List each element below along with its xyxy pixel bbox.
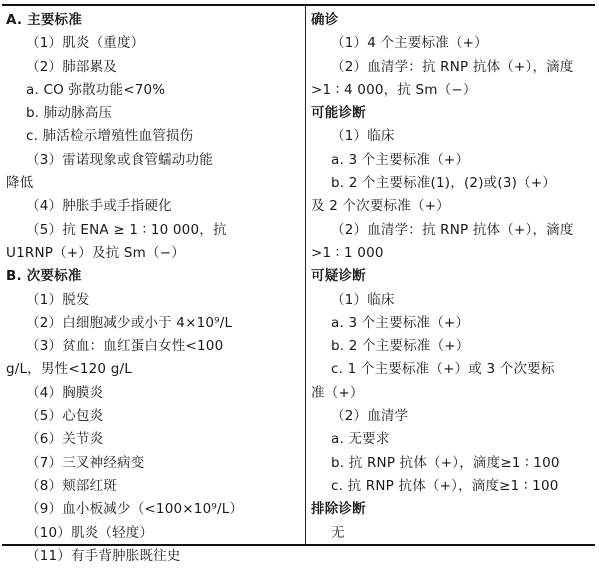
criteria-line: a. 3 个主要标准（+） [331, 314, 470, 331]
left-column [6, 9, 302, 568]
criteria-line: （1）脱发 [26, 291, 90, 308]
criteria-line: 准（+） [311, 384, 364, 401]
criteria-line: （5）抗 ENA ≥ 1 ∶ 10 000，抗 [26, 221, 227, 238]
criteria-line: （7）三叉神经病变 [26, 454, 145, 471]
criteria-line: a. 无要求 [331, 431, 390, 448]
criteria-line: >1 ∶ 1 000 [311, 244, 384, 261]
criteria-table [2, 4, 595, 564]
criteria-line: （1）临床 [331, 128, 395, 145]
criteria-line: （1）肌炎（重度） [26, 35, 145, 52]
criteria-line: c. 肺活检示增殖性血管损伤 [26, 128, 194, 145]
criteria-line: a. CO 弥散功能<70% [26, 81, 166, 98]
criteria-line: U1RNP（+）及抗 Sm（−） [6, 244, 185, 261]
criteria-line: b. 2 个主要标准（+） [331, 338, 470, 355]
criteria-line: （11）有手背肿胀既往史 [26, 547, 181, 564]
criteria-line: 无 [331, 524, 345, 541]
section-heading: 确诊 [311, 12, 339, 28]
section-heading: B. 次要标准 [6, 268, 82, 285]
criteria-line: （4）肿胀手或手指硬化 [26, 198, 172, 215]
criteria-line: （4）胸膜炎 [26, 384, 104, 401]
section-heading: A. 主要标准 [6, 12, 82, 28]
section-heading: 排除诊断 [311, 501, 366, 518]
criteria-line: （2）血清学：抗 RNP 抗体（+），滴度 [331, 58, 574, 75]
section-heading: 可能诊断 [311, 105, 366, 122]
criteria-line: （9）血小板减少（<100×10⁹/L） [26, 501, 244, 518]
criteria-line: （5）心包炎 [26, 408, 104, 425]
criteria-line: 降低 [6, 175, 34, 192]
criteria-line: （10）肌炎（轻度） [26, 524, 154, 541]
criteria-line: （3）贫血：血红蛋白女性<100 [26, 338, 224, 355]
criteria-line: （1）临床 [331, 291, 395, 308]
criteria-line: 及 2 个次要标准（+） [311, 198, 450, 215]
criteria-line: g/L，男性<120 g/L [6, 361, 132, 378]
criteria-line: c. 1 个主要标准（+）或 3 个次要标 [331, 361, 555, 378]
criteria-line: b. 抗 RNP 抗体（+），滴度≥1 ∶ 100 [331, 454, 560, 471]
column-divider [305, 6, 306, 544]
criteria-line: （2）血清学：抗 RNP 抗体（+），滴度 [331, 221, 574, 238]
criteria-line: b. 肺动脉高压 [26, 105, 113, 122]
section-heading: 可疑诊断 [311, 268, 366, 285]
right-column [311, 9, 592, 545]
criteria-line: b. 2 个主要标准(1)，(2)或(3)（+） [331, 175, 557, 192]
criteria-line: （6）关节炎 [26, 431, 104, 448]
criteria-line: a. 3 个主要标准（+） [331, 151, 470, 168]
criteria-line: （2）血清学 [331, 408, 409, 425]
criteria-line: c. 抗 RNP 抗体（+），滴度≥1 ∶ 100 [331, 477, 559, 494]
criteria-line: （8）颊部红斑 [26, 477, 117, 494]
criteria-line: （3）雷诺现象或食管蠕动功能 [26, 151, 213, 168]
criteria-line: >1 ∶ 4 000，抗 Sm（−） [311, 81, 477, 98]
criteria-line: （2）白细胞减少或小于 4×10⁹/L [26, 314, 233, 331]
criteria-line: （2）肺部累及 [26, 58, 117, 75]
criteria-line: （1）4 个主要标准（+） [331, 35, 488, 52]
